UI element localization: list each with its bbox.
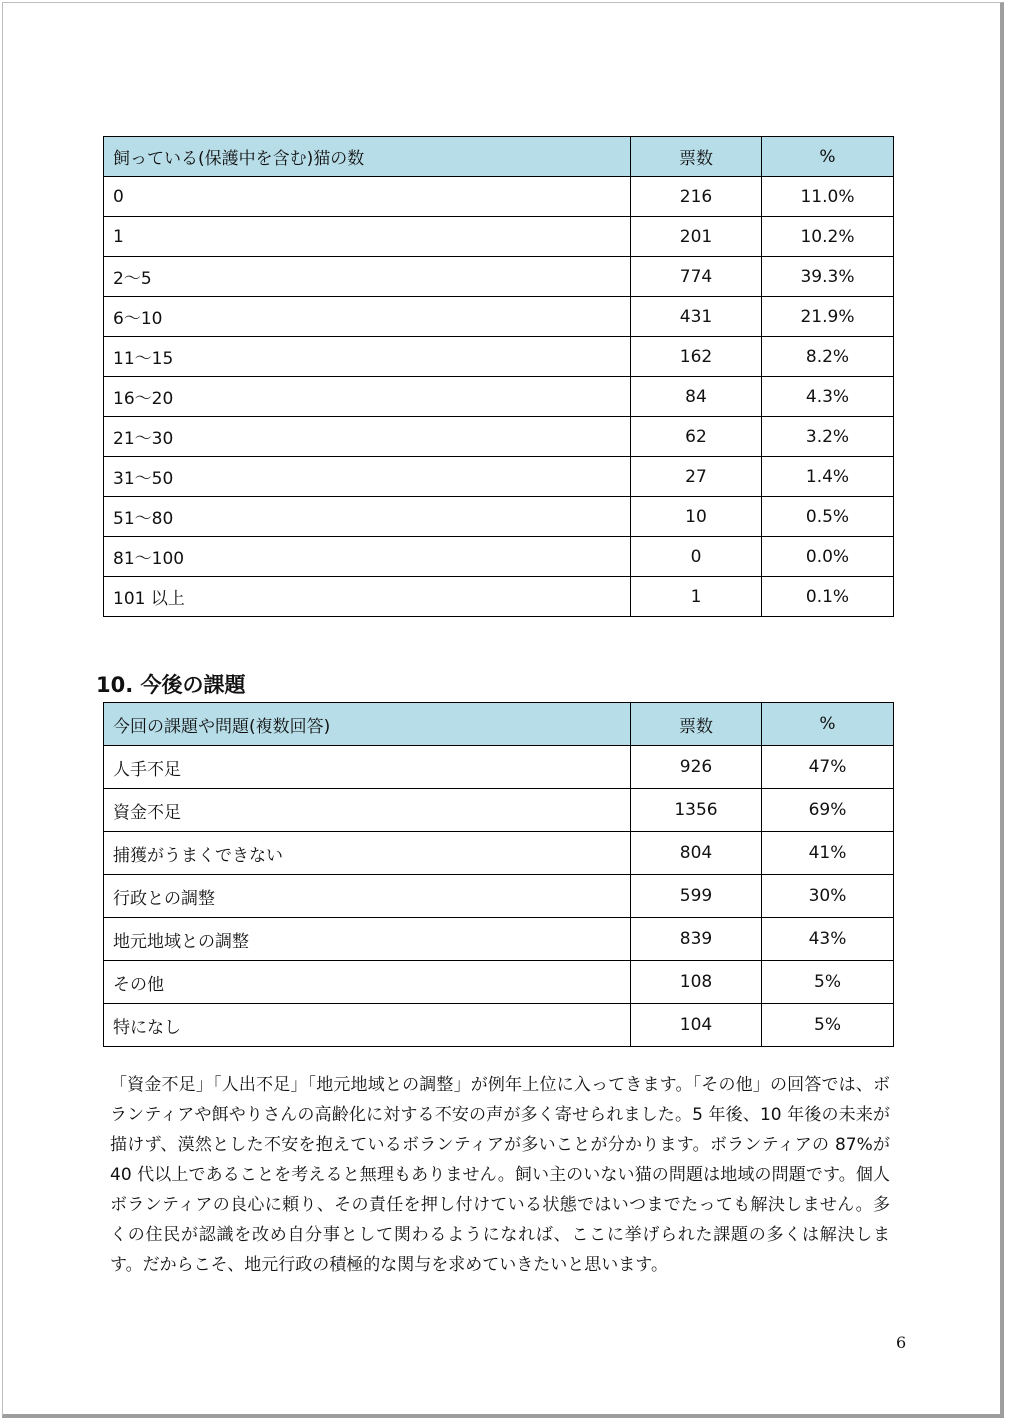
table-row (104, 1004, 894, 1047)
table-row (104, 537, 894, 577)
row-label: 行政との調整 (104, 875, 631, 918)
row-percent: 0.5% (762, 497, 894, 537)
row-label: 81～100 (104, 537, 631, 577)
row-percent: 8.2% (762, 337, 894, 377)
row-label: 11～15 (104, 337, 631, 377)
row-percent: 0.0% (762, 537, 894, 577)
row-votes: 774 (631, 257, 762, 297)
issues-table (103, 702, 894, 1047)
table-row (104, 377, 894, 417)
row-votes: 108 (631, 961, 762, 1004)
row-label: 1 (104, 217, 631, 257)
row-label: 資金不足 (104, 789, 631, 832)
table-row (104, 297, 894, 337)
row-percent: 1.4% (762, 457, 894, 497)
row-label: 人手不足 (104, 746, 631, 789)
table-row (104, 832, 894, 875)
commentary-paragraph: 「資金不足」「人出不足」「地元地域との調整」が例年上位に入ってきます。「その他」の回答では、ボランティアや餌やりさんの高齢化に対する不安の声が多く寄せられました。5 年後、10 年後の未来が描けず、漠然とした不安を抱えているボランティアが多いことが分かります。ボランティアの 87%が 40 代以上であることを考えると無理もありません。飼い主のいない猫の問題は地域の問題です。個人ボランティアの良心に頼り、その責任を押し付けている状態ではいつまでたっても解決しません。多くの住民が認識を改め自分事として関わるようになれば、ここに挙げられた課題の多くは解決します。だからこそ、地元行政の積極的な関与を求めていきたいと思います。 (110, 1075, 890, 1275)
table-row (104, 337, 894, 377)
table-row (104, 177, 894, 217)
table-header-row (104, 703, 894, 746)
page-number: 6 (896, 1333, 907, 1352)
row-percent: 43% (762, 918, 894, 961)
row-votes: 201 (631, 217, 762, 257)
row-votes: 839 (631, 918, 762, 961)
table-row (104, 497, 894, 537)
row-label: 2～5 (104, 257, 631, 297)
row-votes: 926 (631, 746, 762, 789)
row-votes: 62 (631, 417, 762, 457)
row-votes: 1 (631, 577, 762, 617)
row-label: 捕獲がうまくできない (104, 832, 631, 875)
row-percent: 21.9% (762, 297, 894, 337)
row-percent: 10.2% (762, 217, 894, 257)
column-header-issue: 今回の課題や問題(複数回答) (104, 703, 631, 746)
row-percent: 47% (762, 746, 894, 789)
cat-count-table (103, 136, 894, 617)
row-votes: 0 (631, 537, 762, 577)
table-row (104, 217, 894, 257)
row-percent: 39.3% (762, 257, 894, 297)
column-header-percent: % (762, 703, 894, 746)
row-votes: 10 (631, 497, 762, 537)
column-header-votes: 票数 (631, 137, 762, 177)
table-row (104, 789, 894, 832)
column-header-cat-count: 飼っている(保護中を含む)猫の数 (104, 137, 631, 177)
row-votes: 27 (631, 457, 762, 497)
row-label: 21～30 (104, 417, 631, 457)
table-row (104, 457, 894, 497)
row-label: 51～80 (104, 497, 631, 537)
row-votes: 431 (631, 297, 762, 337)
row-percent: 5% (762, 961, 894, 1004)
row-percent: 3.2% (762, 417, 894, 457)
row-percent: 30% (762, 875, 894, 918)
row-percent: 41% (762, 832, 894, 875)
table-header-row (104, 137, 894, 177)
row-votes: 599 (631, 875, 762, 918)
row-votes: 1356 (631, 789, 762, 832)
row-votes: 804 (631, 832, 762, 875)
row-votes: 104 (631, 1004, 762, 1047)
row-percent: 11.0% (762, 177, 894, 217)
row-label: 16～20 (104, 377, 631, 417)
column-header-percent: % (762, 137, 894, 177)
row-label: 特になし (104, 1004, 631, 1047)
section-heading: 10. 今後の課題 (96, 673, 246, 697)
table-row (104, 577, 894, 617)
row-label: 6～10 (104, 297, 631, 337)
table-row (104, 918, 894, 961)
table-row (104, 417, 894, 457)
table-row (104, 961, 894, 1004)
row-votes: 162 (631, 337, 762, 377)
table-row (104, 875, 894, 918)
row-label: その他 (104, 961, 631, 1004)
row-label: 31～50 (104, 457, 631, 497)
table-row (104, 257, 894, 297)
row-label: 0 (104, 177, 631, 217)
row-percent: 0.1% (762, 577, 894, 617)
row-percent: 4.3% (762, 377, 894, 417)
row-votes: 84 (631, 377, 762, 417)
row-label: 地元地域との調整 (104, 918, 631, 961)
row-percent: 5% (762, 1004, 894, 1047)
row-label: 101 以上 (104, 577, 631, 617)
row-percent: 69% (762, 789, 894, 832)
row-votes: 216 (631, 177, 762, 217)
table-row (104, 746, 894, 789)
column-header-votes: 票数 (631, 703, 762, 746)
